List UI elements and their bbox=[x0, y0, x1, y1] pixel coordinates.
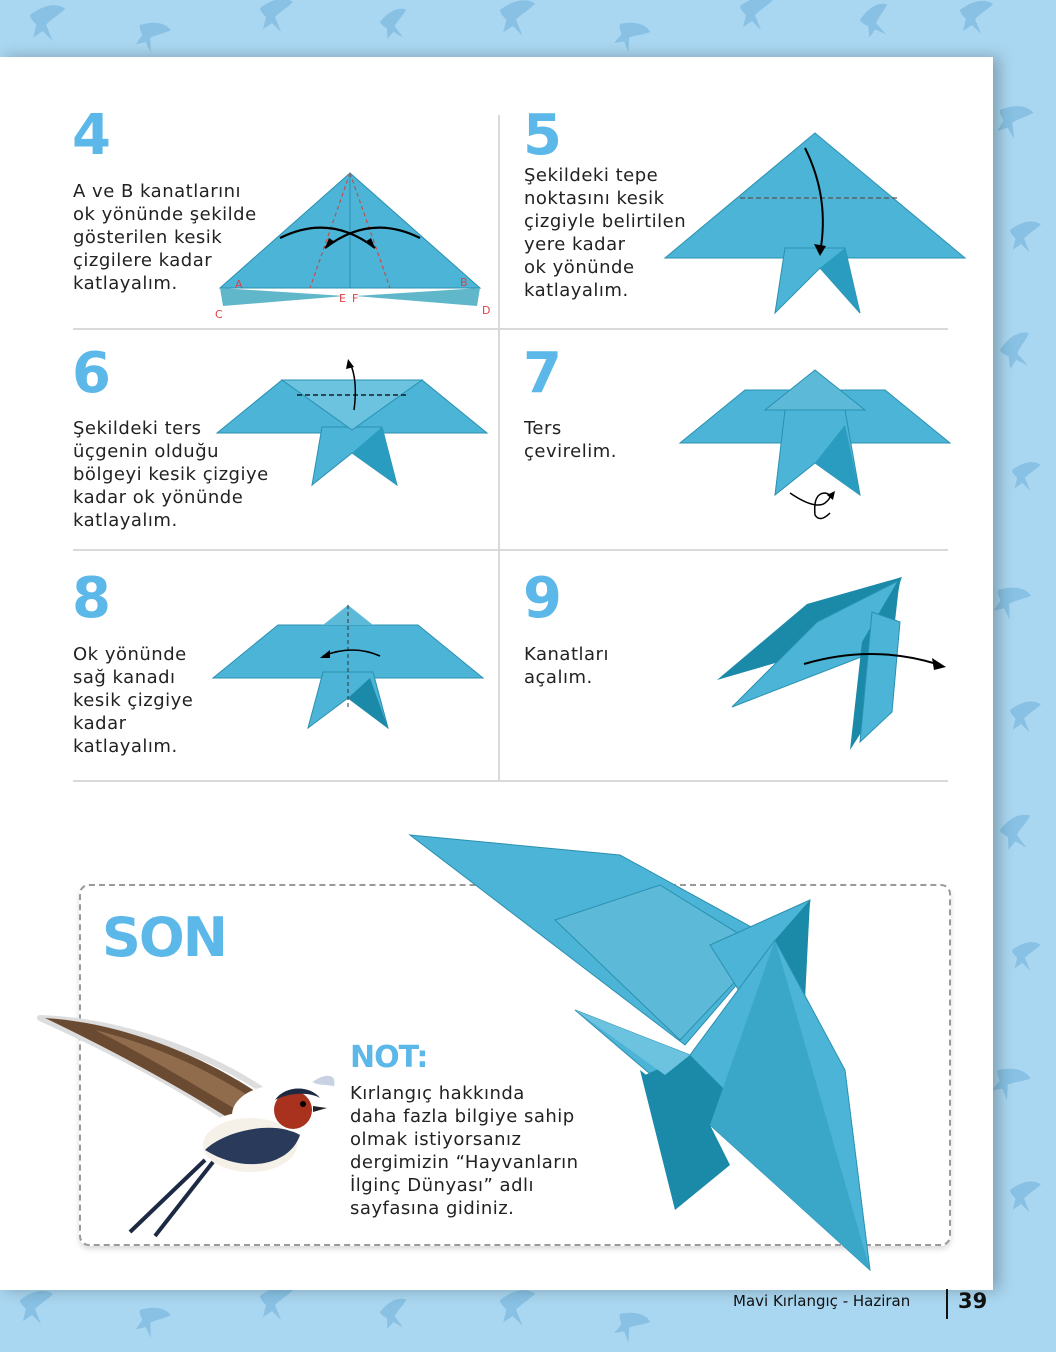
grid-divider-row2 bbox=[73, 549, 948, 551]
step-9-diagram bbox=[712, 572, 957, 752]
step-6-diagram bbox=[212, 355, 492, 495]
page-number: 39 bbox=[958, 1289, 988, 1313]
step-7-number: 7 bbox=[523, 341, 560, 406]
step-5-diagram bbox=[660, 128, 970, 323]
label-e: E bbox=[339, 292, 346, 305]
step-6-number: 6 bbox=[72, 341, 109, 406]
step-4-number: 4 bbox=[72, 103, 109, 168]
label-c: C bbox=[215, 308, 223, 321]
step-8-text: Ok yönünde sağ kanadı kesik çizgiye kadar katlayalım. bbox=[73, 644, 194, 757]
footer-separator bbox=[946, 1289, 948, 1319]
label-d: D bbox=[482, 304, 491, 317]
footer-magazine-name: Mavi Kırlangıç - Haziran bbox=[733, 1292, 911, 1310]
swallow-bird-illustration bbox=[35, 1000, 335, 1240]
step-8-diagram bbox=[208, 600, 488, 735]
grid-divider-row3 bbox=[73, 780, 948, 782]
step-5-number: 5 bbox=[523, 103, 560, 168]
note-title: NOT: bbox=[350, 1040, 428, 1075]
step-4-diagram bbox=[215, 168, 495, 328]
step-7-text: Ters çevirelim. bbox=[524, 418, 617, 462]
step-9-number: 9 bbox=[523, 566, 560, 631]
step-6-text: Şekildeki ters üçgenin olduğu bölgeyi kesik çizgiye kadar ok yönünde katlayalım. bbox=[73, 418, 269, 531]
step-5-text: Şekildeki tepe noktasını kesik çizgiyle belirtilen yere kadar ok yönünde katlayalım. bbox=[524, 165, 687, 301]
step-7-diagram bbox=[675, 365, 955, 530]
grid-divider-vertical bbox=[498, 115, 500, 781]
note-text: Kırlangıç hakkında daha fazla bilgiye sahip olmak istiyorsanız dergimizin “Hayvanların İlginç Dünyası” adlı sayfasına gidiniz. bbox=[350, 1083, 579, 1219]
label-a: A bbox=[235, 278, 243, 291]
step-4-text: A ve B kanatlarını ok yönünde şekilde gösterilen kesik çizgilere kadar katlayalım. bbox=[73, 181, 257, 294]
step-9-text: Kanatları açalım. bbox=[524, 644, 609, 688]
label-f: F bbox=[352, 292, 359, 305]
step-8-number: 8 bbox=[72, 566, 109, 631]
label-b: B bbox=[460, 276, 468, 289]
grid-divider-row1 bbox=[73, 328, 948, 330]
final-title: SON bbox=[102, 906, 226, 969]
